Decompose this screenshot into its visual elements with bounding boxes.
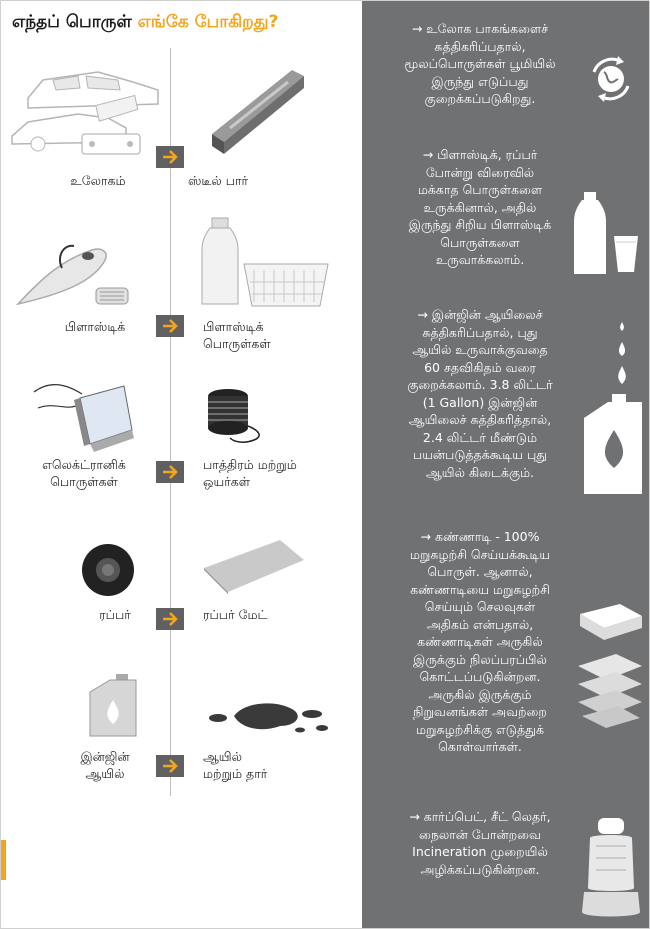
target-label-line1: ஆயில் [203,749,243,764]
info-line: கண்ணாடியை மறுசுழற்சி [410,581,550,597]
info-line: இருந்து சிறிய பிளாஸ்டிக் [408,217,552,232]
info-line: (1 Gallon) இன்ஜின் [422,394,538,410]
target-label-line1: பாத்திரம் மற்றும் [203,457,297,472]
info-line: குறைக்கலாம். 3.8 லிட்டர் [407,377,553,392]
source-label-line1: எலெக்ட்ரானிக் [42,457,126,472]
info-line: நைலான் போன்றவை [419,826,541,842]
info-line: சுத்திகரிப்பதால், புது [422,324,538,340]
info-line: → கார்ப்பெட், சீட் லெதர், [409,809,551,824]
target-label-line2: பொருள்கள் [203,336,271,351]
title-part2: எங்கே போகிறது? [137,12,279,32]
info-line: இருக்கும் நிலப்பரப்பில் [413,651,547,667]
info-line: → கண்ணாடி - 100% [420,529,540,544]
source-label-plastic: பிளாஸ்டிக் [64,319,126,334]
info-line: பயன்படுத்தக்கூடிய புது [412,447,548,462]
info-line: 60 சதவிகிதம் வரை [424,359,536,375]
info-line: 2.4 லிட்டர் மீண்டும் [422,429,538,445]
info-line: உருவாக்கலாம். [435,252,525,267]
info-line: பொருள். ஆனால், [427,564,533,579]
info-line: பொருள்களை [440,234,520,250]
info-line: ஆயிலைச் சுத்திகரித்தால், [408,412,552,427]
info-line: இருந்து எடுப்பது [431,73,529,89]
target-label-line1: பிளாஸ்டிக் [203,319,264,334]
info-line: கண்ணாடிகள் அருகில் [417,634,543,649]
source-label-rubber: ரப்பர் [99,607,131,622]
info-line: உருக்கினால், அதில் [423,199,537,215]
info-line: அழிக்கப்படுகின்றன. [420,861,540,877]
info-line: ஆயில் உருவாக்குவதை [412,342,548,357]
info-line: அதிகம் என்பதால், [426,616,534,632]
info-line: குறைக்கப்படுகிறது. [424,91,536,106]
info-line: அருகில் இருக்கும் [428,686,532,702]
source-label-line2: ஆயில் [85,766,125,781]
info-line: கொட்டப்படுகின்றன. [419,669,541,684]
target-label-line2: மற்றும் தார் [203,766,268,781]
title-part1: எந்தப் பொருள் [12,12,138,32]
target-label-line2: ஒயர்கள் [203,474,250,489]
info-line: மக்காத பொருள்களை [417,182,543,197]
info-line: மூலப்பொருள்கள் பூமியில் [404,56,556,71]
source-label-line2: பொருள்கள் [50,474,118,489]
info-line: → பிளாஸ்டிக், ரப்பர் [422,147,538,162]
info-line: கொள்வார்கள். [438,739,522,754]
info-line: → உலோக பாகங்களைச் [411,21,549,36]
info-line: போன்று விரைவில் [425,164,535,180]
source-label-line1: இன்ஜின் [80,749,130,764]
source-label-metal: உலோகம் [70,173,126,188]
target-label-rubber-mat: ரப்பர் மேட் [203,607,268,622]
info-line: செய்யும் செலவுகள் [424,599,536,614]
info-line: மறுசுழற்சி செய்யக்கூடிய [409,546,551,562]
info-line: Incineration முறையில் [412,844,548,859]
info-line: மறுசுழற்சிக்கு எடுத்துக் [416,721,544,737]
info-line: ஆயில் கிடைக்கும். [425,464,535,480]
info-line: → இன்ஜின் ஆயிலைச் [417,307,543,322]
target-label-steel: ஸ்டீல் பார் [188,173,249,188]
info-line: நிறுவனங்கள் அவற்றை [413,704,547,719]
info-line: சுத்திகரிப்பதால், [434,38,526,54]
